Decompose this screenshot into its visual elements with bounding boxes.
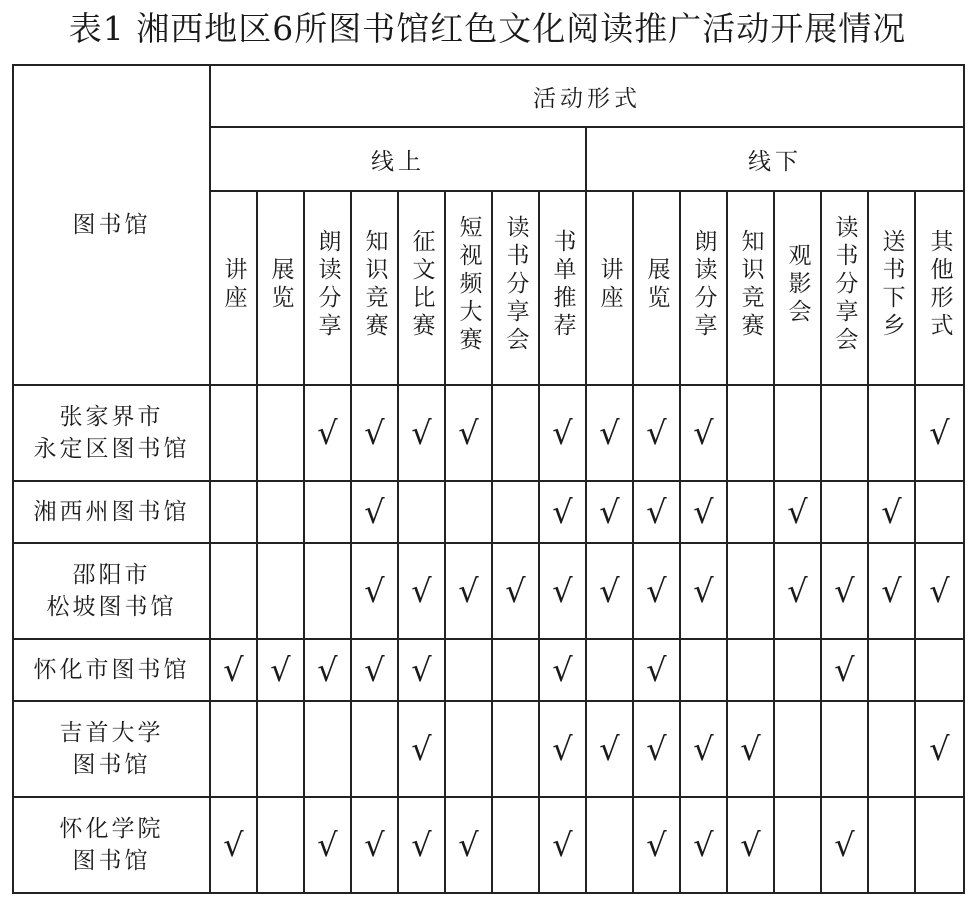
library-name-line: 湘西州图书馆 <box>33 499 190 525</box>
online-cell <box>445 543 492 639</box>
check-mark: √ <box>364 492 385 531</box>
check-mark: √ <box>223 650 244 689</box>
online-col-label: 朗读分享 <box>314 229 341 341</box>
offline-cell <box>586 639 633 701</box>
offline-cell <box>868 797 915 893</box>
offline-cell <box>915 701 964 797</box>
offline-cell <box>774 639 821 701</box>
online-cell <box>492 639 539 701</box>
offline-cell <box>821 797 868 893</box>
check-mark: √ <box>599 729 620 768</box>
check-mark: √ <box>364 413 385 452</box>
offline-cell <box>727 701 774 797</box>
check-mark: √ <box>881 492 902 531</box>
check-mark: √ <box>599 492 620 531</box>
table-row <box>13 797 964 893</box>
offline-cell <box>586 481 633 543</box>
offline-cell <box>915 481 964 543</box>
offline-col-label: 展览 <box>643 257 670 313</box>
online-cell <box>304 701 351 797</box>
online-cell <box>539 797 586 893</box>
check-mark: √ <box>458 413 479 452</box>
online-col-header <box>257 191 304 385</box>
online-col-header <box>539 191 586 385</box>
check-mark: √ <box>552 571 573 610</box>
online-col-header <box>210 191 257 385</box>
offline-cell <box>774 481 821 543</box>
online-col-header <box>492 191 539 385</box>
check-mark: √ <box>646 492 667 531</box>
check-mark: √ <box>552 825 573 864</box>
offline-cell <box>774 797 821 893</box>
online-cell <box>539 481 586 543</box>
online-col-label: 展览 <box>267 257 294 313</box>
online-col-header <box>398 191 445 385</box>
offline-cell <box>586 385 633 481</box>
offline-cell <box>633 385 680 481</box>
check-mark: √ <box>552 492 573 531</box>
online-col-header <box>304 191 351 385</box>
online-cell <box>351 385 398 481</box>
offline-cell <box>868 385 915 481</box>
online-cell <box>304 481 351 543</box>
library-name-line: 怀化市图书馆 <box>33 657 190 683</box>
online-cell <box>304 543 351 639</box>
library-column-header: 图书馆 <box>13 65 210 385</box>
online-cell <box>492 701 539 797</box>
table-row <box>13 639 964 701</box>
online-cell <box>398 797 445 893</box>
online-cell <box>210 385 257 481</box>
check-mark: √ <box>552 729 573 768</box>
library-name-line: 图书馆 <box>72 752 151 778</box>
online-cell <box>210 639 257 701</box>
check-mark: √ <box>834 571 855 610</box>
offline-cell <box>680 543 727 639</box>
check-mark: √ <box>505 571 526 610</box>
library-name-cell <box>13 385 210 481</box>
check-mark: √ <box>364 825 385 864</box>
offline-col-label: 讲座 <box>596 257 623 313</box>
library-name-line: 怀化学院 <box>59 816 164 842</box>
check-mark: √ <box>787 492 808 531</box>
activity-table <box>12 64 965 894</box>
online-cell <box>210 701 257 797</box>
check-mark: √ <box>411 729 432 768</box>
offline-col-header <box>727 191 774 385</box>
offline-cell <box>586 543 633 639</box>
offline-cell <box>821 543 868 639</box>
check-mark: √ <box>646 825 667 864</box>
online-cell <box>210 797 257 893</box>
check-mark: √ <box>411 825 432 864</box>
online-cell <box>351 701 398 797</box>
online-col-label: 讲座 <box>220 257 247 313</box>
online-col-label: 书单推荐 <box>549 229 576 341</box>
offline-col-label: 送书下乡 <box>878 229 905 341</box>
check-mark: √ <box>411 413 432 452</box>
check-mark: √ <box>223 825 244 864</box>
offline-col-header <box>915 191 964 385</box>
table-title: 表1 湘西地区6所图书馆红色文化阅读推广活动开展情况 <box>68 9 907 48</box>
library-name-line: 松坡图书馆 <box>46 594 177 620</box>
check-mark: √ <box>646 571 667 610</box>
check-mark: √ <box>787 571 808 610</box>
table-row <box>13 543 964 639</box>
check-mark: √ <box>364 571 385 610</box>
offline-cell <box>586 701 633 797</box>
online-cell <box>210 543 257 639</box>
offline-cell <box>774 543 821 639</box>
offline-cell <box>586 797 633 893</box>
online-cell <box>304 639 351 701</box>
check-mark: √ <box>834 825 855 864</box>
online-cell <box>492 385 539 481</box>
offline-cell <box>633 797 680 893</box>
online-group-header: 线上 <box>210 127 586 191</box>
check-mark: √ <box>552 413 573 452</box>
offline-cell <box>680 797 727 893</box>
online-cell <box>351 543 398 639</box>
offline-cell <box>727 797 774 893</box>
online-cell <box>257 543 304 639</box>
online-cell <box>257 481 304 543</box>
online-cell <box>351 797 398 893</box>
check-mark: √ <box>693 571 714 610</box>
offline-col-header <box>680 191 727 385</box>
offline-cell <box>868 701 915 797</box>
library-name-cell <box>13 639 210 701</box>
online-cell <box>445 639 492 701</box>
online-cell <box>257 701 304 797</box>
offline-cell <box>868 543 915 639</box>
offline-cell <box>680 385 727 481</box>
offline-cell <box>821 481 868 543</box>
library-name-line: 邵阳市 <box>72 562 151 588</box>
offline-col-header <box>821 191 868 385</box>
offline-cell <box>633 639 680 701</box>
table-row <box>13 385 964 481</box>
check-mark: √ <box>834 650 855 689</box>
offline-col-label: 其他形式 <box>926 229 953 341</box>
offline-cell <box>680 481 727 543</box>
online-cell <box>492 481 539 543</box>
offline-col-label: 读书分享会 <box>831 215 858 355</box>
online-cell <box>257 639 304 701</box>
offline-cell <box>821 639 868 701</box>
online-cell <box>398 701 445 797</box>
online-cell <box>492 543 539 639</box>
check-mark: √ <box>740 825 761 864</box>
offline-cell <box>727 385 774 481</box>
offline-cell <box>633 543 680 639</box>
check-mark: √ <box>740 729 761 768</box>
online-cell <box>257 797 304 893</box>
offline-cell <box>868 481 915 543</box>
check-mark: √ <box>646 729 667 768</box>
check-mark: √ <box>646 413 667 452</box>
library-name-line: 吉首大学 <box>59 720 164 746</box>
table-row <box>13 481 964 543</box>
online-cell <box>539 701 586 797</box>
offline-cell <box>915 639 964 701</box>
online-col-label: 知识竞赛 <box>361 229 388 341</box>
offline-cell <box>633 481 680 543</box>
online-col-label: 读书分享会 <box>502 215 529 355</box>
online-cell <box>398 639 445 701</box>
offline-cell <box>680 701 727 797</box>
online-cell <box>445 797 492 893</box>
offline-group-header: 线下 <box>586 127 964 191</box>
library-name-line: 张家界市 <box>59 404 164 430</box>
check-mark: √ <box>599 413 620 452</box>
online-col-header <box>445 191 492 385</box>
online-col-label: 短视频大赛 <box>455 215 482 355</box>
offline-cell <box>680 639 727 701</box>
online-cell <box>445 701 492 797</box>
offline-cell <box>821 701 868 797</box>
offline-col-label: 朗读分享 <box>690 229 717 341</box>
online-cell <box>445 481 492 543</box>
library-name-line: 图书馆 <box>72 848 151 874</box>
offline-cell <box>727 639 774 701</box>
check-mark: √ <box>411 571 432 610</box>
online-col-header <box>351 191 398 385</box>
offline-cell <box>727 481 774 543</box>
online-cell <box>351 639 398 701</box>
online-cell <box>351 481 398 543</box>
check-mark: √ <box>458 571 479 610</box>
online-cell <box>398 385 445 481</box>
check-mark: √ <box>364 650 385 689</box>
offline-cell <box>774 701 821 797</box>
check-mark: √ <box>599 571 620 610</box>
library-name-cell <box>13 701 210 797</box>
offline-cell <box>727 543 774 639</box>
offline-col-header <box>633 191 680 385</box>
online-col-label: 征文比赛 <box>408 229 435 341</box>
check-mark: √ <box>693 492 714 531</box>
check-mark: √ <box>929 413 950 452</box>
check-mark: √ <box>693 825 714 864</box>
check-mark: √ <box>270 650 291 689</box>
online-cell <box>539 385 586 481</box>
check-mark: √ <box>552 650 573 689</box>
check-mark: √ <box>317 413 338 452</box>
check-mark: √ <box>693 729 714 768</box>
check-mark: √ <box>646 650 667 689</box>
online-cell <box>492 797 539 893</box>
offline-cell <box>868 639 915 701</box>
online-cell <box>398 543 445 639</box>
online-cell <box>539 543 586 639</box>
online-cell <box>398 481 445 543</box>
check-mark: √ <box>693 413 714 452</box>
offline-col-label: 观影会 <box>784 243 811 327</box>
library-name-cell <box>13 543 210 639</box>
offline-cell <box>821 385 868 481</box>
check-mark: √ <box>317 650 338 689</box>
offline-cell <box>915 543 964 639</box>
online-cell <box>304 797 351 893</box>
offline-cell <box>915 385 964 481</box>
check-mark: √ <box>881 571 902 610</box>
offline-cell <box>915 797 964 893</box>
check-mark: √ <box>317 825 338 864</box>
check-mark: √ <box>458 825 479 864</box>
offline-col-header <box>586 191 633 385</box>
table-body <box>13 385 964 893</box>
library-name-cell <box>13 481 210 543</box>
online-cell <box>539 639 586 701</box>
check-mark: √ <box>929 729 950 768</box>
online-cell <box>257 385 304 481</box>
library-name-line: 永定区图书馆 <box>33 436 190 462</box>
offline-cell <box>774 385 821 481</box>
check-mark: √ <box>929 571 950 610</box>
online-cell <box>210 481 257 543</box>
activity-form-header: 活动形式 <box>210 65 964 127</box>
library-name-cell <box>13 797 210 893</box>
check-mark: √ <box>411 650 432 689</box>
table-row <box>13 701 964 797</box>
offline-col-header <box>868 191 915 385</box>
offline-col-header <box>774 191 821 385</box>
offline-col-label: 知识竞赛 <box>737 229 764 341</box>
offline-cell <box>633 701 680 797</box>
online-cell <box>304 385 351 481</box>
online-cell <box>445 385 492 481</box>
